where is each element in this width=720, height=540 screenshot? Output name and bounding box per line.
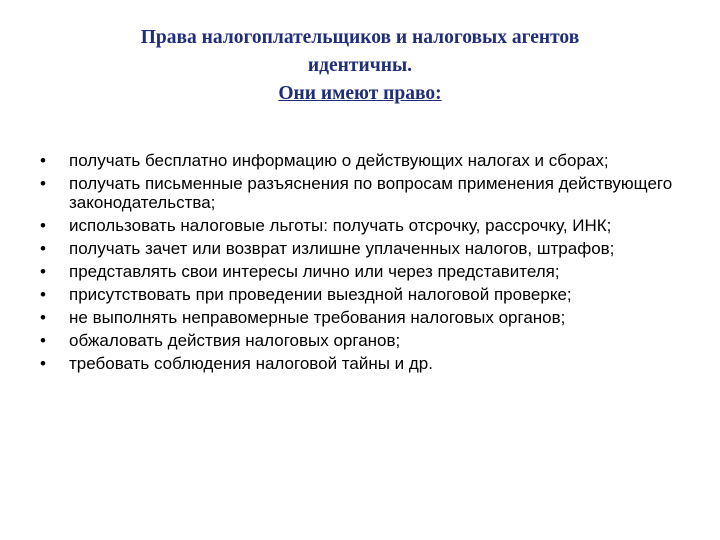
list-item-text: использовать налоговые льготы: получать отсрочку, рассрочку, ИНК;: [69, 215, 612, 235]
bullet-icon: •: [40, 284, 46, 304]
bullet-icon: •: [40, 331, 46, 351]
title-line-2: идентичны.: [307, 55, 413, 76]
list-item: [40, 332, 690, 351]
list-item-text: получать зачет или возврат излишне уплаченных налогов, штрафов;: [69, 238, 615, 258]
bullet-icon: •: [40, 261, 46, 281]
list-item-text: получать бесплатно информацию о действующих налогах и сборах;: [69, 151, 609, 170]
list-item: [40, 175, 690, 212]
list-item: [40, 309, 690, 328]
list-item: [40, 286, 690, 305]
rights-list: [40, 152, 690, 378]
list-item: [40, 152, 690, 171]
list-item-text: представлять свои интересы лично или через представителя;: [69, 261, 560, 281]
list-item: [40, 355, 690, 374]
list-item: [40, 240, 690, 259]
bullet-icon: •: [40, 215, 46, 235]
bullet-icon: •: [40, 151, 46, 170]
list-item-text: требовать соблюдения налоговой тайны и др.: [69, 354, 433, 374]
bullet-icon: •: [40, 308, 46, 328]
list-item-text: не выполнять неправомерные требования налоговых органов;: [69, 308, 566, 328]
list-item: [40, 263, 690, 282]
list-item-text: получать письменные разъяснения по вопросам применения действующего законодательства;: [69, 174, 673, 212]
bullet-icon: •: [40, 238, 46, 258]
bullet-icon: •: [40, 354, 46, 374]
title-line-1: Права налогоплательщиков и налоговых агентов: [140, 27, 580, 48]
list-item-text: присутствовать при проведении выездной налоговой проверке;: [69, 284, 572, 304]
title-line-3: Они имеют право:: [278, 83, 442, 104]
slide-title: [60, 24, 660, 108]
list-item: [40, 217, 690, 236]
list-item-text: обжаловать действия налоговых органов;: [69, 331, 401, 351]
bullet-icon: •: [40, 174, 46, 194]
